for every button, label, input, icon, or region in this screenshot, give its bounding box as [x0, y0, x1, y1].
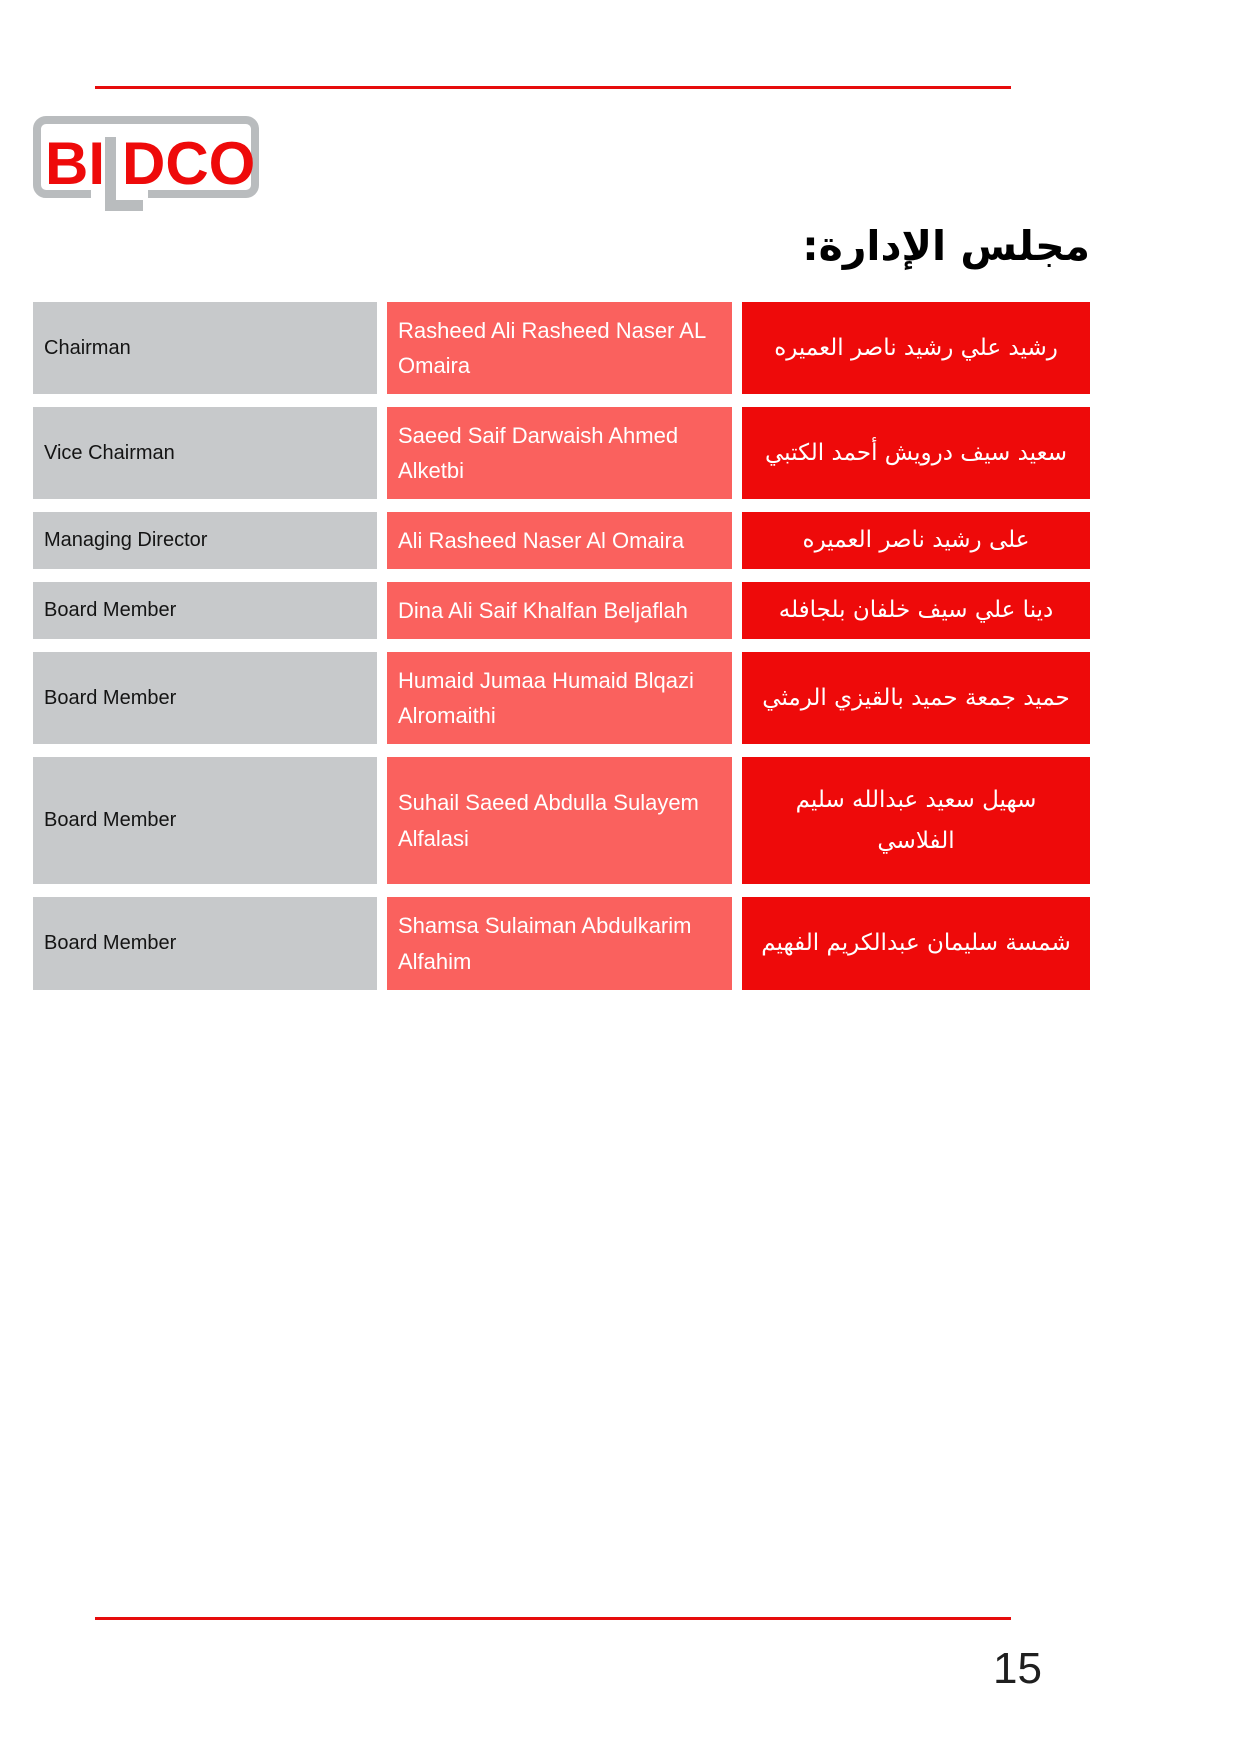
- name-ar-cell: على رشيد ناصر العميره: [742, 512, 1090, 569]
- name-ar-cell: سهيل سعيد عبدالله سليم الفلاسي: [742, 757, 1090, 884]
- logo-letter-l-stem: [105, 137, 116, 211]
- role-cell: Board Member: [33, 652, 377, 744]
- page-title: مجلس الإدارة:: [802, 222, 1090, 270]
- name-en-cell: Ali Rasheed Naser Al Omaira: [387, 512, 732, 569]
- logo-text-left: BI: [45, 130, 105, 197]
- bildco-logo-graphic: [33, 116, 263, 216]
- role-cell: Vice Chairman: [33, 407, 377, 499]
- name-en-cell: Suhail Saeed Abdulla Sulayem Alfalasi: [387, 757, 732, 884]
- role-cell: Board Member: [33, 897, 377, 990]
- name-ar-cell: سعيد سيف درويش أحمد الكتبي: [742, 407, 1090, 499]
- role-cell: Chairman: [33, 302, 377, 394]
- name-en-cell: Humaid Jumaa Humaid Blqazi Alromaithi: [387, 652, 732, 744]
- name-ar-cell: حميد جمعة حميد بالقيزي الرمثي: [742, 652, 1090, 744]
- name-en-cell: Shamsa Sulaiman Abdulkarim Alfahim: [387, 897, 732, 990]
- top-divider-rule: [95, 86, 1011, 89]
- role-cell: Managing Director: [33, 512, 377, 569]
- role-cell: Board Member: [33, 757, 377, 884]
- board-of-directors-table: [33, 302, 1090, 1003]
- table-row: [33, 582, 1090, 639]
- table-row: [33, 897, 1090, 990]
- table-row: [33, 302, 1090, 394]
- logo-text-right: DCO: [122, 130, 256, 197]
- role-cell: Board Member: [33, 582, 377, 639]
- table-row: [33, 407, 1090, 499]
- page-number: 15: [993, 1644, 1042, 1693]
- table-row: [33, 652, 1090, 744]
- name-en-cell: Saeed Saif Darwaish Ahmed Alketbi: [387, 407, 732, 499]
- bildco-logo: [33, 116, 263, 221]
- name-ar-cell: دينا علي سيف خلفان بلجافله: [742, 582, 1090, 639]
- table-row: [33, 512, 1090, 569]
- name-ar-cell: شمسة سليمان عبدالكريم الفهيم: [742, 897, 1090, 990]
- name-ar-cell: رشيد علي رشيد ناصر العميره: [742, 302, 1090, 394]
- name-en-cell: Rasheed Ali Rasheed Naser AL Omaira: [387, 302, 732, 394]
- logo-letter-l-foot: [105, 200, 143, 211]
- name-en-cell: Dina Ali Saif Khalfan Beljaflah: [387, 582, 732, 639]
- table-row: [33, 757, 1090, 884]
- bottom-divider-rule: [95, 1617, 1011, 1620]
